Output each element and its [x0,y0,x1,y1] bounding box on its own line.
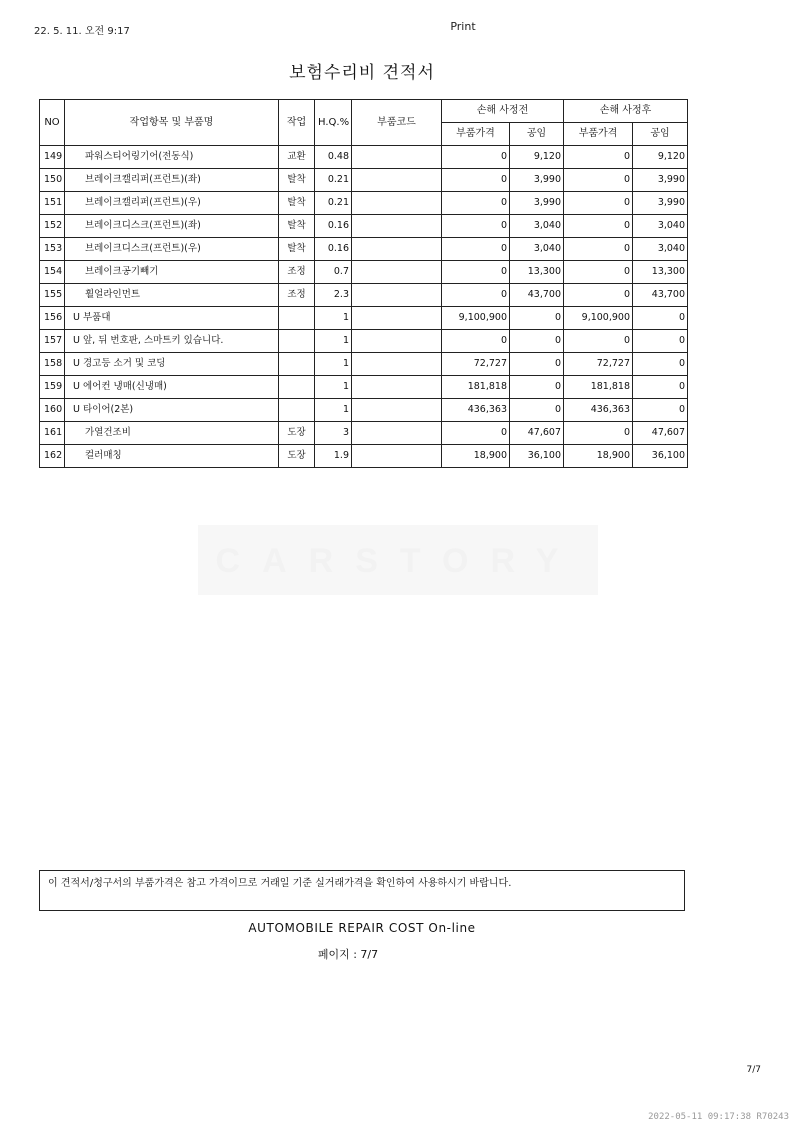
row-hq: 1.9 [315,445,352,468]
row-after-labor: 13,300 [633,261,688,284]
table-row [40,307,688,330]
row-hq: 3 [315,422,352,445]
row-no: 155 [40,284,65,307]
row-work-type: 도장 [279,422,315,445]
row-item-name: 브레이크디스크(프런트)(우) [65,238,279,261]
row-no: 156 [40,307,65,330]
row-work-type: 조정 [279,284,315,307]
row-before-part-price: 0 [442,192,510,215]
row-before-labor: 47,607 [510,422,564,445]
row-before-part-price: 72,727 [442,353,510,376]
row-item-name: 휠얼라인먼트 [65,284,279,307]
row-no: 160 [40,399,65,422]
row-part-code [352,307,442,330]
row-item-name: U 경고등 소거 및 코딩 [65,353,279,376]
col-header-after-labor: 공임 [633,123,688,146]
row-no: 162 [40,445,65,468]
row-after-labor: 0 [633,376,688,399]
row-before-labor: 0 [510,399,564,422]
row-after-part-price: 0 [564,330,633,353]
row-before-labor: 3,040 [510,238,564,261]
row-part-code [352,353,442,376]
row-item-name: U 타이어(2본) [65,399,279,422]
row-item-name: 컬러매칭 [65,445,279,468]
row-after-labor: 47,607 [633,422,688,445]
table-row [40,422,688,445]
row-after-part-price: 0 [564,215,633,238]
row-before-labor: 0 [510,376,564,399]
row-after-part-price: 436,363 [564,399,633,422]
row-work-type: 조정 [279,261,315,284]
table-row [40,445,688,468]
row-before-labor: 13,300 [510,261,564,284]
row-hq: 0.21 [315,192,352,215]
row-work-type: 탈착 [279,215,315,238]
row-before-part-price: 0 [442,215,510,238]
row-hq: 2.3 [315,284,352,307]
row-hq: 0.16 [315,215,352,238]
col-header-item: 작업항목 및 부품명 [65,100,279,146]
row-after-labor: 3,990 [633,169,688,192]
row-part-code [352,238,442,261]
row-part-code [352,399,442,422]
row-after-part-price: 9,100,900 [564,307,633,330]
row-hq: 1 [315,307,352,330]
row-before-part-price: 181,818 [442,376,510,399]
row-part-code [352,146,442,169]
watermark-logo [198,525,598,595]
footer-page-indicator: 페이지 : 7/7 [317,948,379,961]
row-work-type: 탈착 [279,169,315,192]
row-before-part-price: 18,900 [442,445,510,468]
col-header-after: 손해 사정후 [564,100,688,123]
row-before-part-price: 0 [442,261,510,284]
row-work-type [279,399,315,422]
row-item-name: 브레이크캘리퍼(프런트)(좌) [65,169,279,192]
row-part-code [352,169,442,192]
row-after-part-price: 0 [564,422,633,445]
row-no: 159 [40,376,65,399]
row-before-labor: 0 [510,353,564,376]
svg-text:CARSTORY: CARSTORY [215,542,581,580]
print-datetime: 22. 5. 11. 오전 9:17 [34,26,130,37]
row-after-part-price: 0 [564,261,633,284]
row-hq: 1 [315,330,352,353]
row-before-part-price: 0 [442,284,510,307]
table-row [40,261,688,284]
row-after-part-price: 0 [564,192,633,215]
row-before-part-price: 0 [442,169,510,192]
table-row [40,169,688,192]
row-no: 153 [40,238,65,261]
row-part-code [352,261,442,284]
col-header-code: 부품코드 [352,100,442,146]
row-before-labor: 3,990 [510,192,564,215]
row-hq: 1 [315,399,352,422]
row-no: 157 [40,330,65,353]
row-item-name: U 에어컨 냉매(신냉매) [65,376,279,399]
row-after-part-price: 181,818 [564,376,633,399]
row-before-labor: 3,990 [510,169,564,192]
page-title: 보험수리비 견적서 [289,63,435,83]
row-after-labor: 9,120 [633,146,688,169]
row-item-name: U 부품대 [65,307,279,330]
col-header-after-part: 부품가격 [564,123,633,146]
row-after-part-price: 0 [564,169,633,192]
row-item-name: 브레이크공기빼기 [65,261,279,284]
table-header-row [40,100,688,123]
col-header-before-part: 부품가격 [442,123,510,146]
row-work-type: 탈착 [279,238,315,261]
table-row [40,146,688,169]
row-part-code [352,422,442,445]
footer-title: AUTOMOBILE REPAIR COST On-line [248,921,476,935]
row-work-type [279,353,315,376]
row-before-part-price: 436,363 [442,399,510,422]
table-row [40,376,688,399]
row-after-part-price: 0 [564,238,633,261]
row-after-labor: 0 [633,399,688,422]
row-part-code [352,284,442,307]
row-work-type [279,376,315,399]
row-hq: 1 [315,376,352,399]
row-work-type: 도장 [279,445,315,468]
table-row [40,399,688,422]
col-header-before-labor: 공임 [510,123,564,146]
row-hq: 0.7 [315,261,352,284]
row-part-code [352,192,442,215]
row-after-labor: 43,700 [633,284,688,307]
row-work-type [279,307,315,330]
row-no: 158 [40,353,65,376]
row-item-name: 브레이크캘리퍼(프런트)(우) [65,192,279,215]
row-after-part-price: 72,727 [564,353,633,376]
row-before-part-price: 0 [442,146,510,169]
row-before-part-price: 0 [442,422,510,445]
table-row [40,238,688,261]
notice-box: 이 견적서/청구서의 부품가격은 참고 가격이므로 거래일 기준 실거래가격을 확인하여 사용하시기 바랍니다. [39,870,685,911]
page-number: 7/7 [746,1065,761,1075]
row-before-labor: 0 [510,330,564,353]
table-row [40,353,688,376]
row-item-name: U 앞, 뒤 번호판, 스마트키 있습니다. [65,330,279,353]
row-after-labor: 3,040 [633,215,688,238]
row-after-labor: 0 [633,330,688,353]
row-after-labor: 0 [633,353,688,376]
row-after-labor: 3,990 [633,192,688,215]
row-before-part-price: 0 [442,238,510,261]
row-after-part-price: 18,900 [564,445,633,468]
row-after-labor: 36,100 [633,445,688,468]
row-no: 154 [40,261,65,284]
row-no: 152 [40,215,65,238]
row-hq: 1 [315,353,352,376]
row-after-part-price: 0 [564,146,633,169]
row-item-name: 브레이크디스크(프런트)(좌) [65,215,279,238]
row-part-code [352,330,442,353]
row-hq: 0.48 [315,146,352,169]
row-work-type [279,330,315,353]
row-before-part-price: 9,100,900 [442,307,510,330]
row-after-labor: 3,040 [633,238,688,261]
row-before-labor: 9,120 [510,146,564,169]
row-part-code [352,215,442,238]
row-before-labor: 43,700 [510,284,564,307]
row-work-type: 교환 [279,146,315,169]
row-no: 151 [40,192,65,215]
col-header-before: 손해 사정전 [442,100,564,123]
col-header-work: 작업 [279,100,315,146]
row-item-name: 파워스티어링기어(전동식) [65,146,279,169]
table-row [40,215,688,238]
row-hq: 0.21 [315,169,352,192]
row-item-name: 가열건조비 [65,422,279,445]
row-after-part-price: 0 [564,284,633,307]
print-timestamp: 2022-05-11 09:17:38 R70243 [648,1112,789,1122]
estimate-table [39,99,688,468]
print-label: Print [450,20,476,33]
row-before-part-price: 0 [442,330,510,353]
table-row [40,192,688,215]
row-hq: 0.16 [315,238,352,261]
row-part-code [352,445,442,468]
col-header-no: NO [40,100,65,146]
row-no: 149 [40,146,65,169]
row-no: 150 [40,169,65,192]
row-part-code [352,376,442,399]
table-row [40,284,688,307]
table-row [40,330,688,353]
row-before-labor: 3,040 [510,215,564,238]
row-before-labor: 36,100 [510,445,564,468]
row-after-labor: 0 [633,307,688,330]
row-before-labor: 0 [510,307,564,330]
row-work-type: 탈착 [279,192,315,215]
col-header-hq: H.Q.% [315,100,352,146]
row-no: 161 [40,422,65,445]
